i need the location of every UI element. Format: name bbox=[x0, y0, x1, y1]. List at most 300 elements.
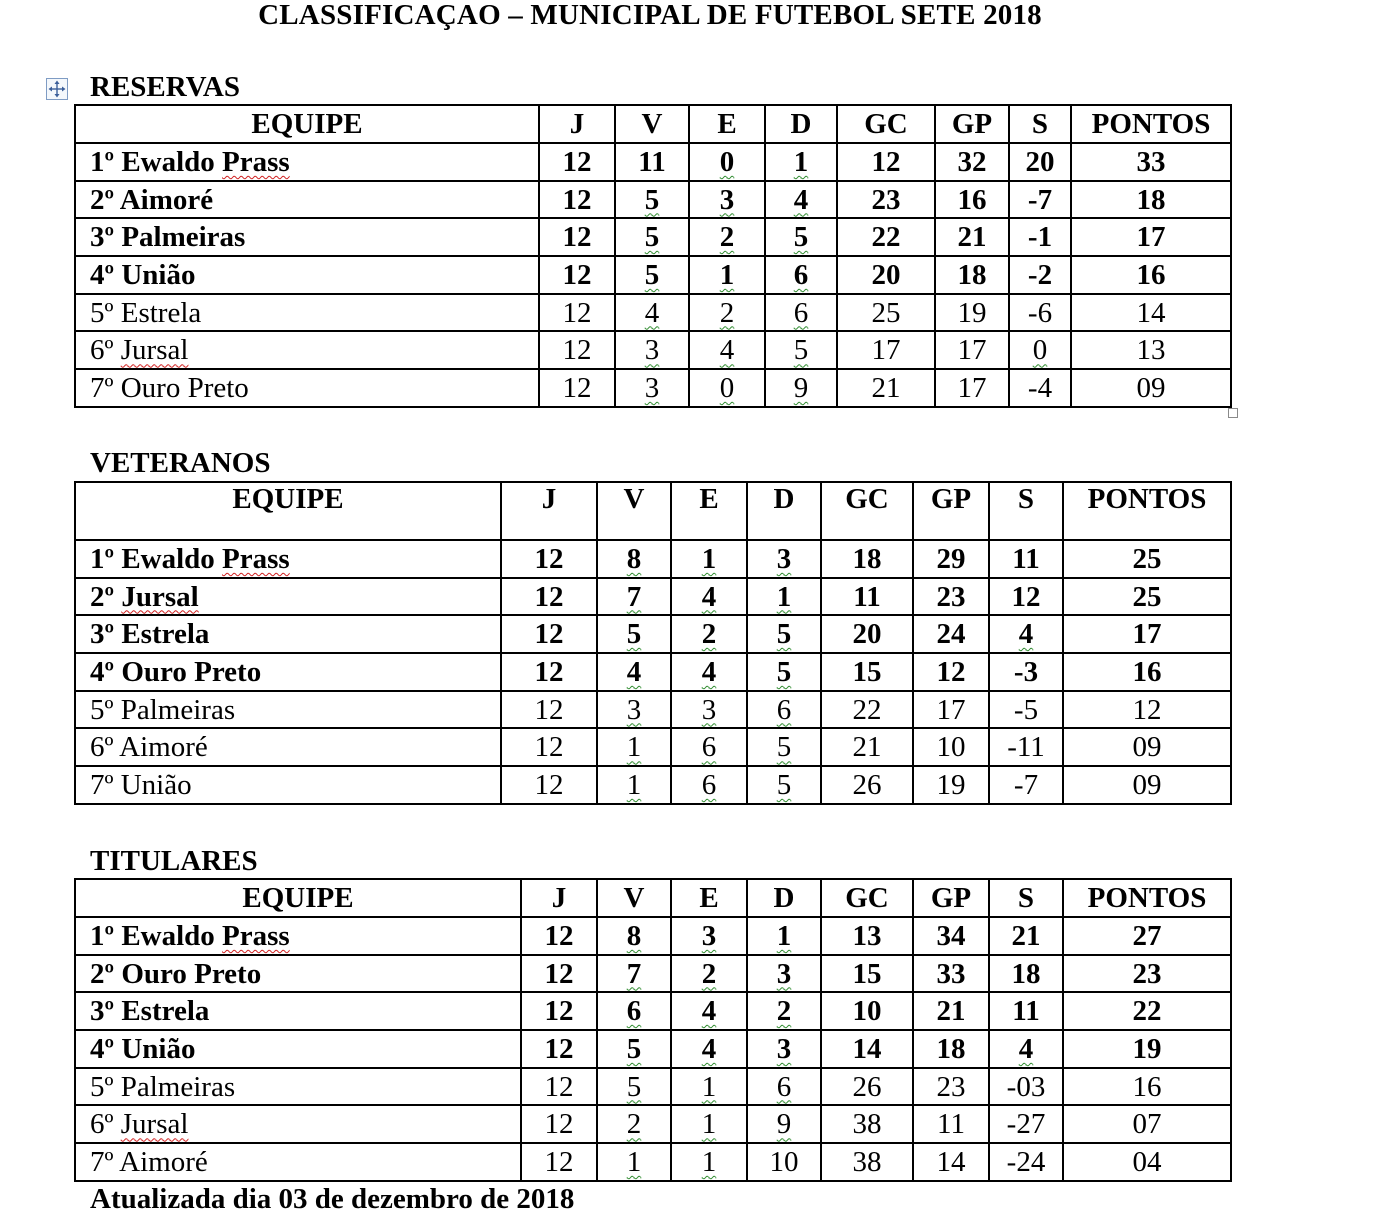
column-header-j: J bbox=[521, 879, 597, 917]
cell-value: 5 bbox=[776, 731, 792, 764]
cell-value: 23 bbox=[936, 1070, 966, 1103]
cell-value: 25 bbox=[871, 296, 901, 329]
cell-v bbox=[597, 955, 671, 993]
cell-d bbox=[747, 1143, 821, 1181]
cell-value: 0 bbox=[1032, 334, 1048, 367]
cell-value: 15 bbox=[852, 957, 882, 990]
cell-value: 4 bbox=[626, 655, 642, 688]
cell-value: 12 bbox=[562, 371, 592, 404]
cell-value: 4 bbox=[701, 995, 717, 1028]
column-header-s: S bbox=[989, 482, 1063, 540]
cell-v bbox=[597, 578, 671, 616]
cell-s bbox=[1009, 218, 1071, 256]
cell-e bbox=[689, 294, 765, 332]
cell-gc bbox=[837, 256, 935, 294]
cell-value: 17 bbox=[957, 334, 987, 367]
cell-value: 1 bbox=[626, 731, 642, 764]
cell-gp bbox=[935, 369, 1009, 407]
cell-value: 33 bbox=[1136, 145, 1166, 178]
team-name-text: 4º União bbox=[90, 1032, 196, 1065]
table-row bbox=[75, 331, 1231, 369]
cell-d bbox=[747, 1105, 821, 1143]
cell-value: 12 bbox=[562, 296, 592, 329]
cell-value: 12 bbox=[534, 768, 564, 801]
cell-s bbox=[989, 653, 1063, 691]
team-name-text: 1º Ewaldo bbox=[90, 542, 223, 575]
cell-value: 5 bbox=[644, 258, 660, 291]
cell-value: 4 bbox=[701, 655, 717, 688]
cell-value: 17 bbox=[1132, 618, 1162, 651]
cell-e bbox=[671, 1030, 747, 1068]
cell-value: 21 bbox=[852, 731, 882, 764]
cell-gp bbox=[913, 992, 989, 1030]
column-header-gc: GC bbox=[821, 879, 913, 917]
cell-gp bbox=[935, 181, 1009, 219]
column-header-j: J bbox=[539, 105, 615, 143]
table-row bbox=[75, 578, 1231, 616]
cell-value: 09 bbox=[1136, 371, 1166, 404]
cell-value: 1 bbox=[701, 1070, 717, 1103]
cell-value: 22 bbox=[1132, 995, 1162, 1028]
team-name-text: 5º Palmeiras bbox=[90, 1070, 236, 1103]
cell-value: 8 bbox=[626, 919, 642, 952]
cell-v bbox=[597, 917, 671, 955]
cell-e bbox=[689, 143, 765, 181]
cell-value: 1 bbox=[793, 145, 809, 178]
cell-j bbox=[501, 691, 597, 729]
team-name-spellcheck-text: Jursal bbox=[121, 580, 199, 613]
cell-v bbox=[615, 294, 689, 332]
cell-d bbox=[747, 917, 821, 955]
team-name-text: 1º Ewaldo bbox=[90, 145, 223, 178]
cell-value: 6 bbox=[776, 1070, 792, 1103]
cell-value: 25 bbox=[1132, 542, 1162, 575]
cell-value: 26 bbox=[852, 1070, 882, 1103]
cell-s bbox=[1009, 294, 1071, 332]
cell-gc bbox=[821, 691, 913, 729]
cell-d bbox=[765, 218, 837, 256]
team-name-text: 6º Aimoré bbox=[90, 731, 208, 764]
cell-j bbox=[501, 615, 597, 653]
cell-e bbox=[689, 181, 765, 219]
team-name-text: 7º Ouro Preto bbox=[90, 371, 249, 404]
cell-e bbox=[689, 218, 765, 256]
cell-value: 16 bbox=[957, 183, 987, 216]
cell-value: 1 bbox=[719, 258, 735, 291]
cell-e bbox=[671, 1143, 747, 1181]
cell-value: 0 bbox=[719, 145, 735, 178]
cell-value: -5 bbox=[1013, 693, 1039, 726]
cell-value: 16 bbox=[1132, 655, 1162, 688]
cell-j bbox=[539, 331, 615, 369]
table-row bbox=[75, 294, 1231, 332]
column-header-v: V bbox=[615, 105, 689, 143]
column-header-gc: GC bbox=[837, 105, 935, 143]
cell-gc bbox=[837, 331, 935, 369]
cell-value: 2 bbox=[701, 618, 717, 651]
cell-gp bbox=[913, 1068, 989, 1106]
cell-value: 21 bbox=[957, 221, 987, 254]
team-name-text: 4º União bbox=[90, 258, 196, 291]
cell-e bbox=[671, 955, 747, 993]
cell-gc bbox=[837, 369, 935, 407]
cell-value: 5 bbox=[626, 618, 642, 651]
cell-value: 12 bbox=[562, 334, 592, 367]
cell-value: 3 bbox=[701, 919, 717, 952]
cell-s bbox=[989, 766, 1063, 804]
cell-value: 2 bbox=[719, 296, 735, 329]
cell-j bbox=[501, 653, 597, 691]
team-name-text: 3º Estrela bbox=[90, 618, 210, 651]
table-row bbox=[75, 181, 1231, 219]
cell-value: 7 bbox=[626, 580, 642, 613]
table-header-row bbox=[75, 482, 1231, 540]
cell-e bbox=[689, 369, 765, 407]
cell-value: 10 bbox=[936, 731, 966, 764]
cell-value: 24 bbox=[936, 618, 966, 651]
cell-value: 5 bbox=[626, 1070, 642, 1103]
team-name-cell bbox=[75, 331, 539, 369]
cell-value: 38 bbox=[852, 1145, 882, 1178]
column-header-equipe: EQUIPE bbox=[75, 482, 501, 540]
cell-v bbox=[615, 369, 689, 407]
cell-value: 16 bbox=[1136, 258, 1166, 291]
cell-d bbox=[747, 992, 821, 1030]
cell-value: 5 bbox=[776, 655, 792, 688]
team-name-text: 2º Aimoré bbox=[90, 183, 214, 216]
column-header-gp: GP bbox=[913, 482, 989, 540]
cell-e bbox=[671, 1068, 747, 1106]
cell-j bbox=[521, 955, 597, 993]
cell-value: 27 bbox=[1132, 919, 1162, 952]
team-name-spellcheck-text: Prass bbox=[222, 145, 290, 178]
cell-value: 04 bbox=[1132, 1145, 1162, 1178]
cell-e bbox=[671, 917, 747, 955]
cell-d bbox=[765, 256, 837, 294]
cell-value: 3 bbox=[626, 693, 642, 726]
cell-s bbox=[989, 1143, 1063, 1181]
cell-value: 23 bbox=[1132, 957, 1162, 990]
cell-v bbox=[597, 691, 671, 729]
cell-v bbox=[597, 1143, 671, 1181]
cell-s bbox=[989, 578, 1063, 616]
cell-pontos bbox=[1071, 256, 1231, 294]
cell-d bbox=[765, 294, 837, 332]
team-name-cell bbox=[75, 578, 501, 616]
cell-pontos bbox=[1071, 181, 1231, 219]
cell-pontos bbox=[1063, 955, 1231, 993]
table-header-row bbox=[75, 105, 1231, 143]
cell-pontos bbox=[1063, 653, 1231, 691]
team-name-text: 6º bbox=[90, 1108, 121, 1141]
cell-gc bbox=[837, 294, 935, 332]
cell-value: -11 bbox=[1007, 731, 1045, 764]
cell-j bbox=[501, 540, 597, 578]
column-header-equipe: EQUIPE bbox=[75, 105, 539, 143]
cell-gc bbox=[821, 615, 913, 653]
cell-value: 4 bbox=[701, 580, 717, 613]
cell-value: 12 bbox=[534, 693, 564, 726]
cell-value: 12 bbox=[544, 1070, 574, 1103]
cell-value: 3 bbox=[776, 957, 792, 990]
table-header-row bbox=[75, 879, 1231, 917]
cell-pontos bbox=[1063, 578, 1231, 616]
table-row bbox=[75, 1143, 1231, 1181]
cell-value: 1 bbox=[701, 1145, 717, 1178]
section-label-reservas: RESERVAS bbox=[90, 71, 240, 103]
cell-s bbox=[989, 955, 1063, 993]
cell-gp bbox=[935, 294, 1009, 332]
cell-value: 9 bbox=[776, 1108, 792, 1141]
cell-d bbox=[765, 369, 837, 407]
cell-gc bbox=[837, 218, 935, 256]
team-name-cell bbox=[75, 294, 539, 332]
column-header-s: S bbox=[989, 879, 1063, 917]
team-name-text: 5º Palmeiras bbox=[90, 693, 236, 726]
cell-d bbox=[747, 615, 821, 653]
cell-e bbox=[689, 256, 765, 294]
cell-value: 12 bbox=[544, 1108, 574, 1141]
cell-v bbox=[615, 143, 689, 181]
cell-value: 5 bbox=[626, 1032, 642, 1065]
cell-value: 1 bbox=[626, 768, 642, 801]
cell-j bbox=[521, 1143, 597, 1181]
cell-v bbox=[597, 1068, 671, 1106]
column-header-pontos: PONTOS bbox=[1063, 879, 1231, 917]
cell-gc bbox=[821, 1143, 913, 1181]
cell-value: 12 bbox=[562, 258, 592, 291]
cell-value: 12 bbox=[534, 542, 564, 575]
cell-d bbox=[747, 728, 821, 766]
cell-value: 21 bbox=[871, 371, 901, 404]
cell-value: 26 bbox=[852, 768, 882, 801]
cell-value: 12 bbox=[562, 183, 592, 216]
cell-value: 2 bbox=[626, 1108, 642, 1141]
cell-s bbox=[1009, 143, 1071, 181]
cell-pontos bbox=[1063, 1143, 1231, 1181]
cell-d bbox=[765, 143, 837, 181]
cell-gp bbox=[935, 218, 1009, 256]
cell-value: 12 bbox=[1011, 580, 1041, 613]
cell-s bbox=[1009, 181, 1071, 219]
column-header-s: S bbox=[1009, 105, 1071, 143]
cell-value: 21 bbox=[1011, 919, 1041, 952]
cell-value: 3 bbox=[701, 693, 717, 726]
cell-j bbox=[539, 181, 615, 219]
cell-gc bbox=[821, 955, 913, 993]
cell-value: 3 bbox=[776, 1032, 792, 1065]
cell-value: 6 bbox=[626, 995, 642, 1028]
team-name-cell bbox=[75, 992, 521, 1030]
column-header-e: E bbox=[689, 105, 765, 143]
team-name-spellcheck-text: Prass bbox=[222, 542, 290, 575]
table-row bbox=[75, 917, 1231, 955]
cell-gp bbox=[913, 955, 989, 993]
table-row bbox=[75, 143, 1231, 181]
cell-value: 11 bbox=[937, 1108, 965, 1141]
cell-value: 32 bbox=[957, 145, 987, 178]
cell-v bbox=[615, 256, 689, 294]
cell-value: 17 bbox=[1136, 221, 1166, 254]
column-header-d: D bbox=[747, 879, 821, 917]
section-label-titulares: TITULARES bbox=[90, 845, 258, 877]
cell-pontos bbox=[1063, 728, 1231, 766]
table-row bbox=[75, 1030, 1231, 1068]
cell-value: 20 bbox=[1025, 145, 1055, 178]
cell-value: 4 bbox=[701, 1032, 717, 1065]
cell-value: -1 bbox=[1027, 221, 1053, 254]
cell-s bbox=[989, 1105, 1063, 1143]
team-name-text: 3º Palmeiras bbox=[90, 221, 246, 254]
table-row bbox=[75, 728, 1231, 766]
cell-value: 12 bbox=[534, 655, 564, 688]
team-name-cell bbox=[75, 955, 521, 993]
cell-value: 12 bbox=[534, 580, 564, 613]
cell-pontos bbox=[1071, 143, 1231, 181]
cell-s bbox=[989, 540, 1063, 578]
cell-gp bbox=[913, 728, 989, 766]
team-name-spellcheck-text: Prass bbox=[222, 919, 290, 952]
cell-value: 23 bbox=[871, 183, 901, 216]
cell-j bbox=[539, 369, 615, 407]
cell-value: 1 bbox=[776, 580, 792, 613]
team-name-cell bbox=[75, 728, 501, 766]
cell-value: 17 bbox=[871, 334, 901, 367]
cell-v bbox=[597, 992, 671, 1030]
cell-value: 16 bbox=[1132, 1070, 1162, 1103]
table-move-handle-icon[interactable] bbox=[46, 78, 68, 100]
cell-value: 12 bbox=[544, 1145, 574, 1178]
cell-value: 29 bbox=[936, 542, 966, 575]
standings-table-titulares bbox=[74, 878, 1232, 1182]
cell-value: -4 bbox=[1027, 371, 1053, 404]
table-row bbox=[75, 540, 1231, 578]
cell-value: 18 bbox=[1136, 183, 1166, 216]
cell-value: 10 bbox=[769, 1145, 799, 1178]
team-name-cell bbox=[75, 917, 521, 955]
cell-value: 09 bbox=[1132, 768, 1162, 801]
cell-value: 18 bbox=[852, 542, 882, 575]
cell-e bbox=[671, 728, 747, 766]
cell-value: 18 bbox=[957, 258, 987, 291]
cell-value: -24 bbox=[1006, 1145, 1046, 1178]
table-row bbox=[75, 369, 1231, 407]
cell-gp bbox=[935, 331, 1009, 369]
cell-e bbox=[671, 992, 747, 1030]
team-name-cell bbox=[75, 1105, 521, 1143]
cell-value: -3 bbox=[1013, 655, 1039, 688]
team-name-text: 1º Ewaldo bbox=[90, 919, 223, 952]
cell-d bbox=[765, 181, 837, 219]
cell-value: -7 bbox=[1027, 183, 1053, 216]
cell-value: 18 bbox=[936, 1032, 966, 1065]
column-header-gc: GC bbox=[821, 482, 913, 540]
standings-table-reservas bbox=[74, 104, 1232, 408]
cell-v bbox=[615, 331, 689, 369]
cell-value: 0 bbox=[719, 371, 735, 404]
cell-gc bbox=[821, 917, 913, 955]
team-name-cell bbox=[75, 1068, 521, 1106]
cell-s bbox=[989, 691, 1063, 729]
team-name-cell bbox=[75, 143, 539, 181]
cell-value: 20 bbox=[852, 618, 882, 651]
cell-gc bbox=[821, 578, 913, 616]
cell-value: 34 bbox=[936, 919, 966, 952]
cell-s bbox=[989, 992, 1063, 1030]
cell-v bbox=[597, 1105, 671, 1143]
cell-s bbox=[989, 615, 1063, 653]
cell-value: 1 bbox=[701, 1108, 717, 1141]
cell-value: -2 bbox=[1027, 258, 1053, 291]
cell-value: 4 bbox=[719, 334, 735, 367]
cell-v bbox=[597, 728, 671, 766]
team-name-cell bbox=[75, 653, 501, 691]
cell-j bbox=[539, 143, 615, 181]
cell-value: 3 bbox=[776, 542, 792, 575]
cell-pontos bbox=[1063, 691, 1231, 729]
cell-gp bbox=[913, 691, 989, 729]
column-header-v: V bbox=[597, 879, 671, 917]
cell-v bbox=[597, 766, 671, 804]
cell-value: 6 bbox=[701, 768, 717, 801]
cell-value: 22 bbox=[852, 693, 882, 726]
table-resize-handle[interactable] bbox=[1228, 408, 1238, 418]
cell-s bbox=[989, 1068, 1063, 1106]
cell-pontos bbox=[1071, 369, 1231, 407]
column-header-e: E bbox=[671, 879, 747, 917]
cell-j bbox=[521, 992, 597, 1030]
cell-value: 12 bbox=[534, 618, 564, 651]
cell-value: 12 bbox=[1132, 693, 1162, 726]
cell-gc bbox=[821, 728, 913, 766]
cell-value: 20 bbox=[871, 258, 901, 291]
cell-v bbox=[597, 615, 671, 653]
cell-s bbox=[989, 917, 1063, 955]
team-name-text: 6º bbox=[90, 334, 121, 367]
cell-value: 14 bbox=[852, 1032, 882, 1065]
column-header-j: J bbox=[501, 482, 597, 540]
cell-value: 12 bbox=[562, 145, 592, 178]
cell-d bbox=[747, 1068, 821, 1106]
cell-j bbox=[521, 1105, 597, 1143]
table-row bbox=[75, 615, 1231, 653]
cell-pontos bbox=[1071, 294, 1231, 332]
cell-pontos bbox=[1063, 615, 1231, 653]
cell-value: 5 bbox=[793, 221, 809, 254]
team-name-text: 4º Ouro Preto bbox=[90, 655, 262, 688]
cell-value: 14 bbox=[1136, 296, 1166, 329]
cell-value: 18 bbox=[1011, 957, 1041, 990]
cell-gc bbox=[821, 1030, 913, 1068]
cell-e bbox=[671, 766, 747, 804]
cell-value: 19 bbox=[957, 296, 987, 329]
cell-value: 3 bbox=[719, 183, 735, 216]
table-row bbox=[75, 691, 1231, 729]
cell-gc bbox=[837, 181, 935, 219]
team-name-cell bbox=[75, 1030, 521, 1068]
cell-gp bbox=[913, 766, 989, 804]
cell-value: 5 bbox=[776, 768, 792, 801]
cell-d bbox=[747, 1030, 821, 1068]
cell-value: 4 bbox=[644, 296, 660, 329]
cell-d bbox=[747, 691, 821, 729]
team-name-spellcheck-text: Jursal bbox=[120, 1108, 189, 1141]
cell-value: 7 bbox=[626, 957, 642, 990]
cell-pontos bbox=[1063, 992, 1231, 1030]
cell-e bbox=[671, 691, 747, 729]
table-row bbox=[75, 218, 1231, 256]
column-header-equipe: EQUIPE bbox=[75, 879, 521, 917]
